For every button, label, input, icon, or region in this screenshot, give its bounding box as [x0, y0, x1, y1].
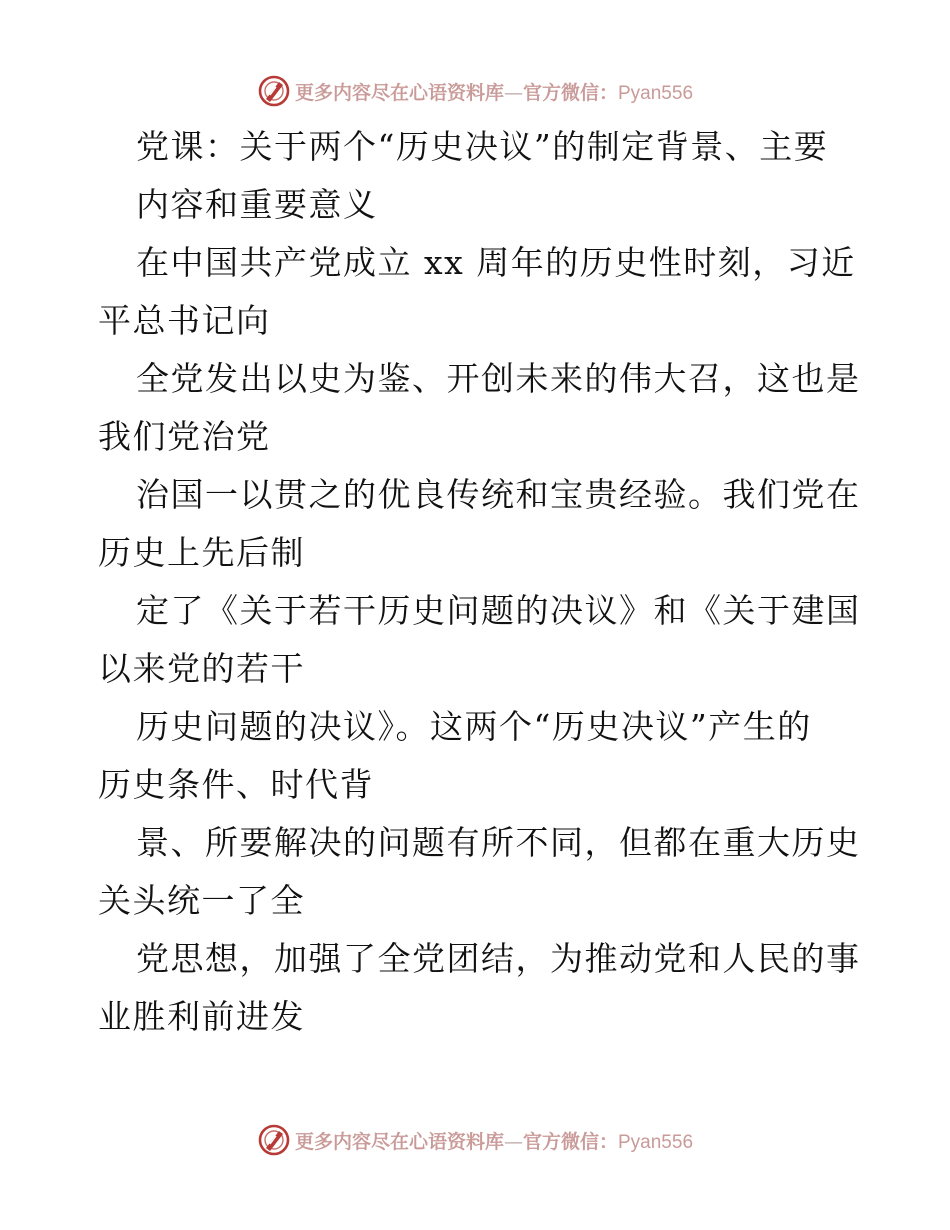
- doc-line: 党课：关于两个“历史决议”的制定背景、主要: [136, 127, 829, 166]
- doc-line: 业胜利前进发: [98, 997, 305, 1036]
- doc-line: 在中国共产党成立 xx 周年的历史性时刻，习近: [136, 243, 856, 282]
- watermark-main-text: 更多内容尽在心语资料库: [294, 1130, 504, 1153]
- document-body: [98, 118, 861, 1046]
- header-watermark: [0, 71, 950, 111]
- doc-line: 关头统一了全: [98, 881, 305, 920]
- pen-logo-icon: [257, 74, 291, 108]
- doc-line: 我们党治党: [98, 417, 271, 456]
- doc-line: 景、所要解决的问题有所不同，但都在重大历史: [136, 823, 861, 862]
- watermark-separator: —: [503, 81, 523, 104]
- pen-logo-icon: [257, 1123, 291, 1157]
- doc-line: 定了《关于若干历史问题的决议》和《关于建国: [136, 591, 861, 630]
- watermark-main-text: 更多内容尽在心语资料库: [294, 81, 504, 104]
- doc-line: 历史上先后制: [98, 533, 305, 572]
- doc-line: 内容和重要意义: [136, 185, 378, 224]
- watermark-wechat-label: 官方微信：: [522, 81, 618, 104]
- doc-line: 以来党的若干: [98, 649, 305, 688]
- doc-line: 平总书记向: [98, 301, 271, 340]
- footer-watermark: [0, 1120, 950, 1160]
- watermark-wechat-id: Pyan556: [618, 1131, 694, 1153]
- doc-line: 党思想，加强了全党团结，为推动党和人民的事: [136, 939, 861, 978]
- watermark-wechat-id: Pyan556: [618, 82, 694, 104]
- doc-line: 治国一以贯之的优良传统和宝贵经验。我们党在: [136, 475, 861, 514]
- doc-line: 全党发出以史为鉴、开创未来的伟大召，这也是: [136, 359, 861, 398]
- watermark-wechat-label: 官方微信：: [522, 1130, 618, 1153]
- watermark-separator: —: [503, 1130, 523, 1153]
- doc-line: 历史问题的决议》。这两个“历史决议”产生的: [136, 707, 812, 746]
- doc-line: 历史条件、时代背: [98, 765, 374, 804]
